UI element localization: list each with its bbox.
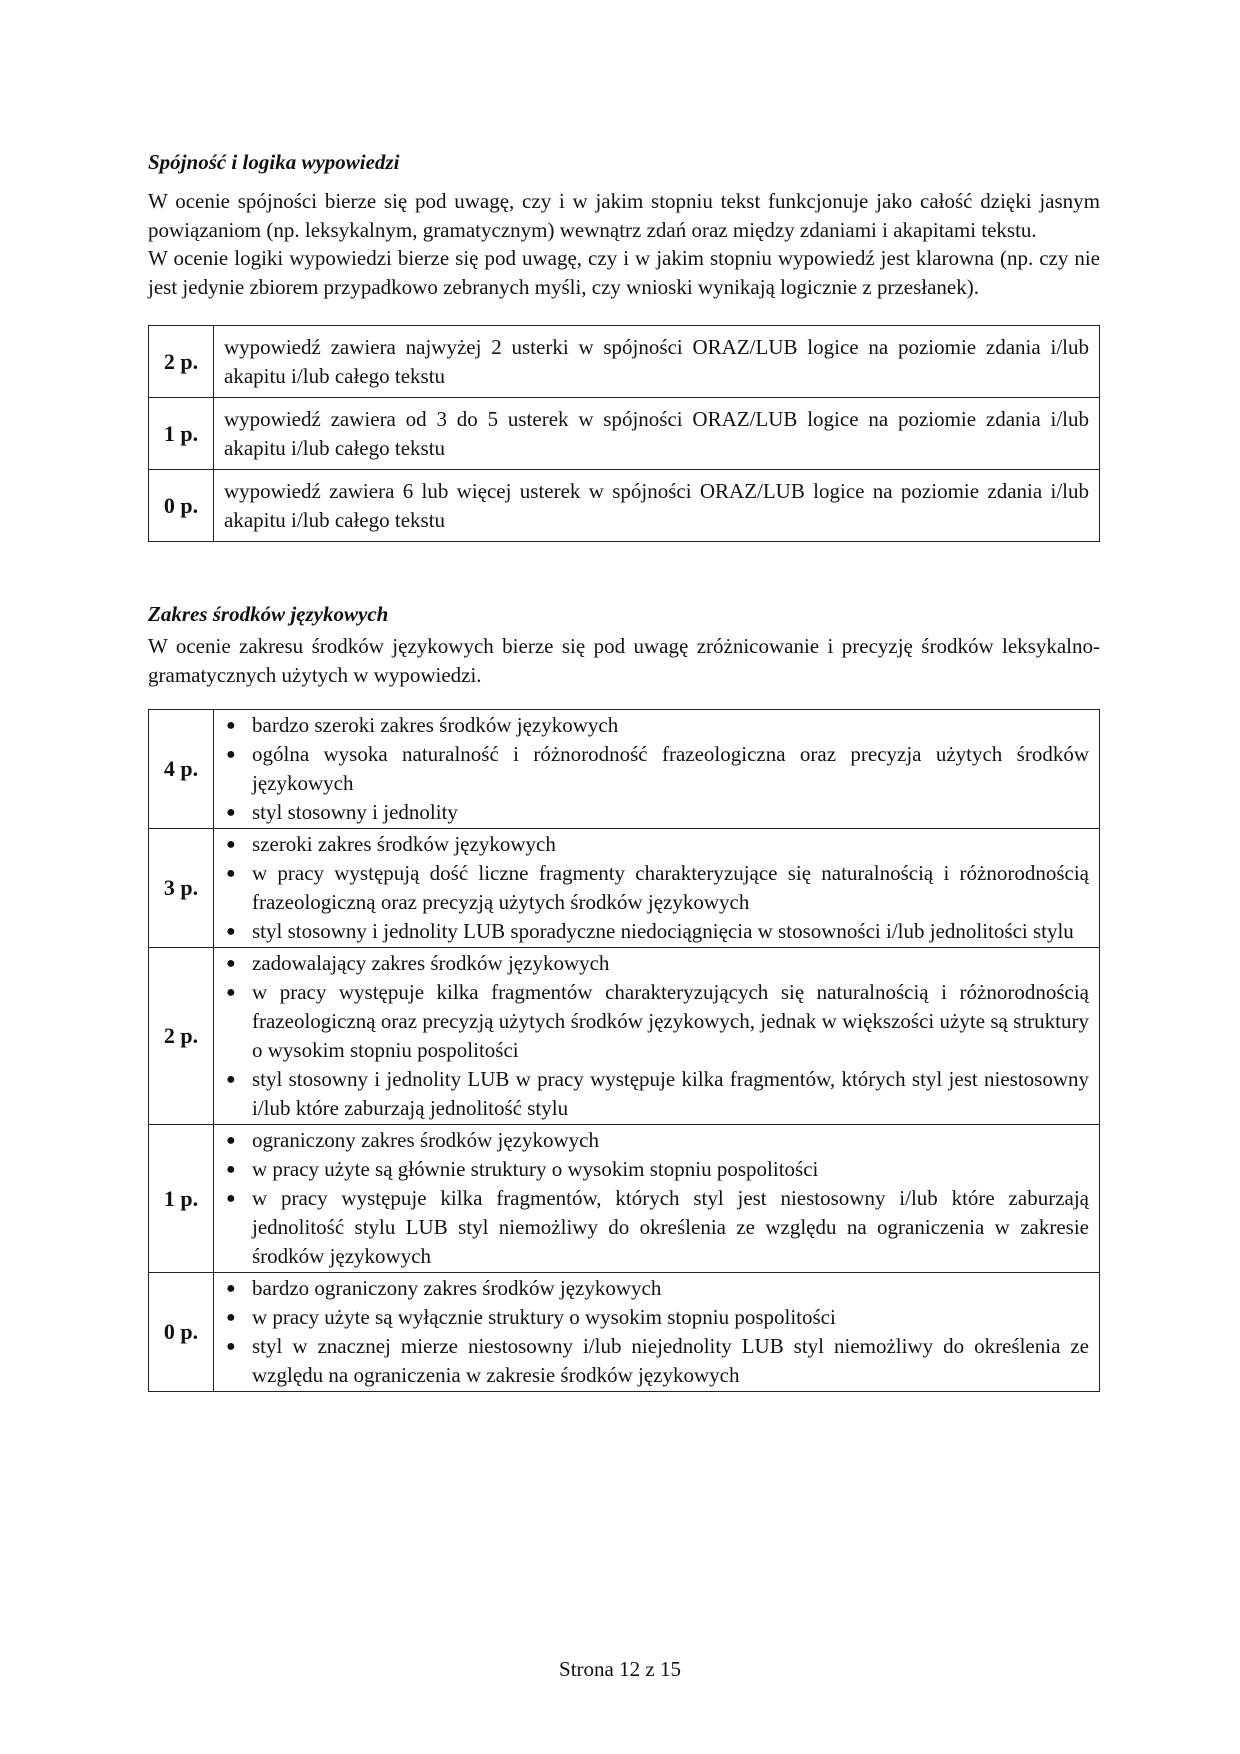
points-cell: 0 p.: [149, 470, 214, 542]
table-row: [149, 1273, 1100, 1392]
points-cell: 1 p.: [149, 398, 214, 470]
list-item: ● styl stosowny i jednolity LUB sporadyczne niedociągnięcia w stosowności i/lub jednolitości stylu: [222, 917, 1089, 946]
criteria-list: [222, 711, 1089, 827]
bullet-icon: ●: [226, 1071, 236, 1088]
section-title-language-range: Zakres środków językowych: [148, 602, 389, 626]
criteria-cell: [214, 1125, 1100, 1273]
table-row: [149, 470, 1100, 542]
list-item: ● zadowalający zakres środków językowych: [222, 949, 1089, 978]
table-row: [149, 398, 1100, 470]
list-item: ● styl stosowny i jednolity LUB w pracy występuje kilka fragmentów, których styl jest niestosowny i/lub które zaburzają jednolitość stylu: [226, 1067, 1089, 1120]
criteria-cell: [214, 1273, 1100, 1392]
bullet-icon: ●: [226, 1190, 236, 1207]
coherence-description: W ocenie spójności bierze się pod uwagę, czy i w jakim stopniu tekst funkcjonuje jako całość dzięki jasnym powiązaniom (np. leksykalnym, gramatycznym) wewnątrz zdań oraz między zdaniami i akapitami tekstu.: [148, 189, 1100, 242]
bullet-icon: ●: [226, 717, 236, 734]
criteria-cell: [214, 829, 1100, 948]
bullet-icon: ●: [226, 923, 236, 940]
criteria-cell: [214, 948, 1100, 1125]
language-range-description: W ocenie zakresu środków językowych bierze się pod uwagę zróżnicowanie i precyzję środków leksykalno-gramatycznych użytych w wypowiedzi.: [148, 634, 1100, 687]
list-item: ● ogólna wysoka naturalność i różnorodność frazeologiczna oraz precyzja użytych środków językowych: [226, 742, 1089, 795]
list-item: ● w pracy występuje kilka fragmentów, których styl jest niestosowny i/lub które zaburzają jednolitość stylu LUB styl niemożliwy do określenia ze względu na ograniczenia w zakresie środków językowych: [226, 1186, 1089, 1268]
list-item: ● styl w znacznej mierze niestosowny i/lub niejednolity LUB styl niemożliwy do określenia ze względu na ograniczenia w zakresie środków językowych: [226, 1334, 1089, 1387]
table-row: [149, 1125, 1100, 1273]
bullet-icon: ●: [226, 804, 236, 821]
criteria-cell: [214, 710, 1100, 829]
list-item: ● ograniczony zakres środków językowych: [222, 1126, 1089, 1155]
list-item: ● w pracy występuje kilka fragmentów charakteryzujących się naturalnością i różnorodnością frazeologiczną oraz precyzją użytych środków językowych, jednak w większości użyte są struktury o wysokim stopniu pospolitości: [226, 980, 1089, 1062]
bullet-icon: ●: [226, 984, 236, 1001]
criteria-cell: wypowiedź zawiera najwyżej 2 usterki w spójności ORAZ/LUB logice na poziomie zdania i/lub akapitu i/lub całego tekstu: [214, 326, 1100, 398]
criteria-list: [222, 1126, 1089, 1271]
bullet-icon: ●: [226, 1338, 236, 1355]
points-cell: 4 p.: [149, 710, 214, 829]
document-page: [148, 0, 1100, 1392]
points-cell: 2 p.: [149, 326, 214, 398]
criteria-list: [222, 949, 1089, 1123]
list-item: ● w pracy użyte są wyłącznie struktury o wysokim stopniu pospolitości: [222, 1303, 1089, 1332]
bullet-icon: ●: [226, 746, 236, 763]
points-cell: 0 p.: [149, 1273, 214, 1392]
points-cell: 1 p.: [149, 1125, 214, 1273]
criteria-list: [222, 1274, 1089, 1390]
criteria-cell: wypowiedź zawiera od 3 do 5 usterek w spójności ORAZ/LUB logice na poziomie zdania i/lub akapitu i/lub całego tekstu: [214, 398, 1100, 470]
criteria-list: [222, 830, 1089, 946]
points-cell: 2 p.: [149, 948, 214, 1125]
bullet-icon: ●: [226, 1309, 236, 1326]
section-title-coherence: Spójność i logika wypowiedzi: [148, 150, 400, 174]
logic-description: W ocenie logiki wypowiedzi bierze się pod uwagę, czy i w jakim stopniu wypowiedź jest klarowna (np. czy nie jest jedynie zbiorem przypadkowo zebranych myśli, czy wnioski wynikają logicznie z przesłanek).: [148, 246, 1100, 299]
list-item: ● w pracy użyte są głównie struktury o wysokim stopniu pospolitości: [222, 1155, 1089, 1184]
points-cell: 3 p.: [149, 829, 214, 948]
bullet-icon: ●: [226, 865, 236, 882]
list-item: ● bardzo ograniczony zakres środków językowych: [222, 1274, 1089, 1303]
bullet-icon: ●: [226, 1132, 236, 1149]
list-item: ● bardzo szeroki zakres środków językowych: [222, 711, 1089, 740]
page-number: Strona 12 z 15: [559, 1657, 681, 1681]
language-rubric-table: [148, 709, 1100, 1392]
table-row: [149, 710, 1100, 829]
list-item: ● w pracy występują dość liczne fragmenty charakteryzujące się naturalnością i różnorodnością frazeologiczną oraz precyzją użytych środków językowych: [226, 861, 1089, 914]
bullet-icon: ●: [226, 1280, 236, 1297]
bullet-icon: ●: [226, 955, 236, 972]
coherence-rubric-table: [148, 325, 1100, 542]
criteria-cell: wypowiedź zawiera 6 lub więcej usterek w spójności ORAZ/LUB logice na poziomie zdania i/lub akapitu i/lub całego tekstu: [214, 470, 1100, 542]
table-row: [149, 326, 1100, 398]
list-item: ● szeroki zakres środków językowych: [222, 830, 1089, 859]
table-row: [149, 829, 1100, 948]
bullet-icon: ●: [226, 836, 236, 853]
table-row: [149, 948, 1100, 1125]
list-item: ● styl stosowny i jednolity: [222, 798, 1089, 827]
bullet-icon: ●: [226, 1161, 236, 1178]
